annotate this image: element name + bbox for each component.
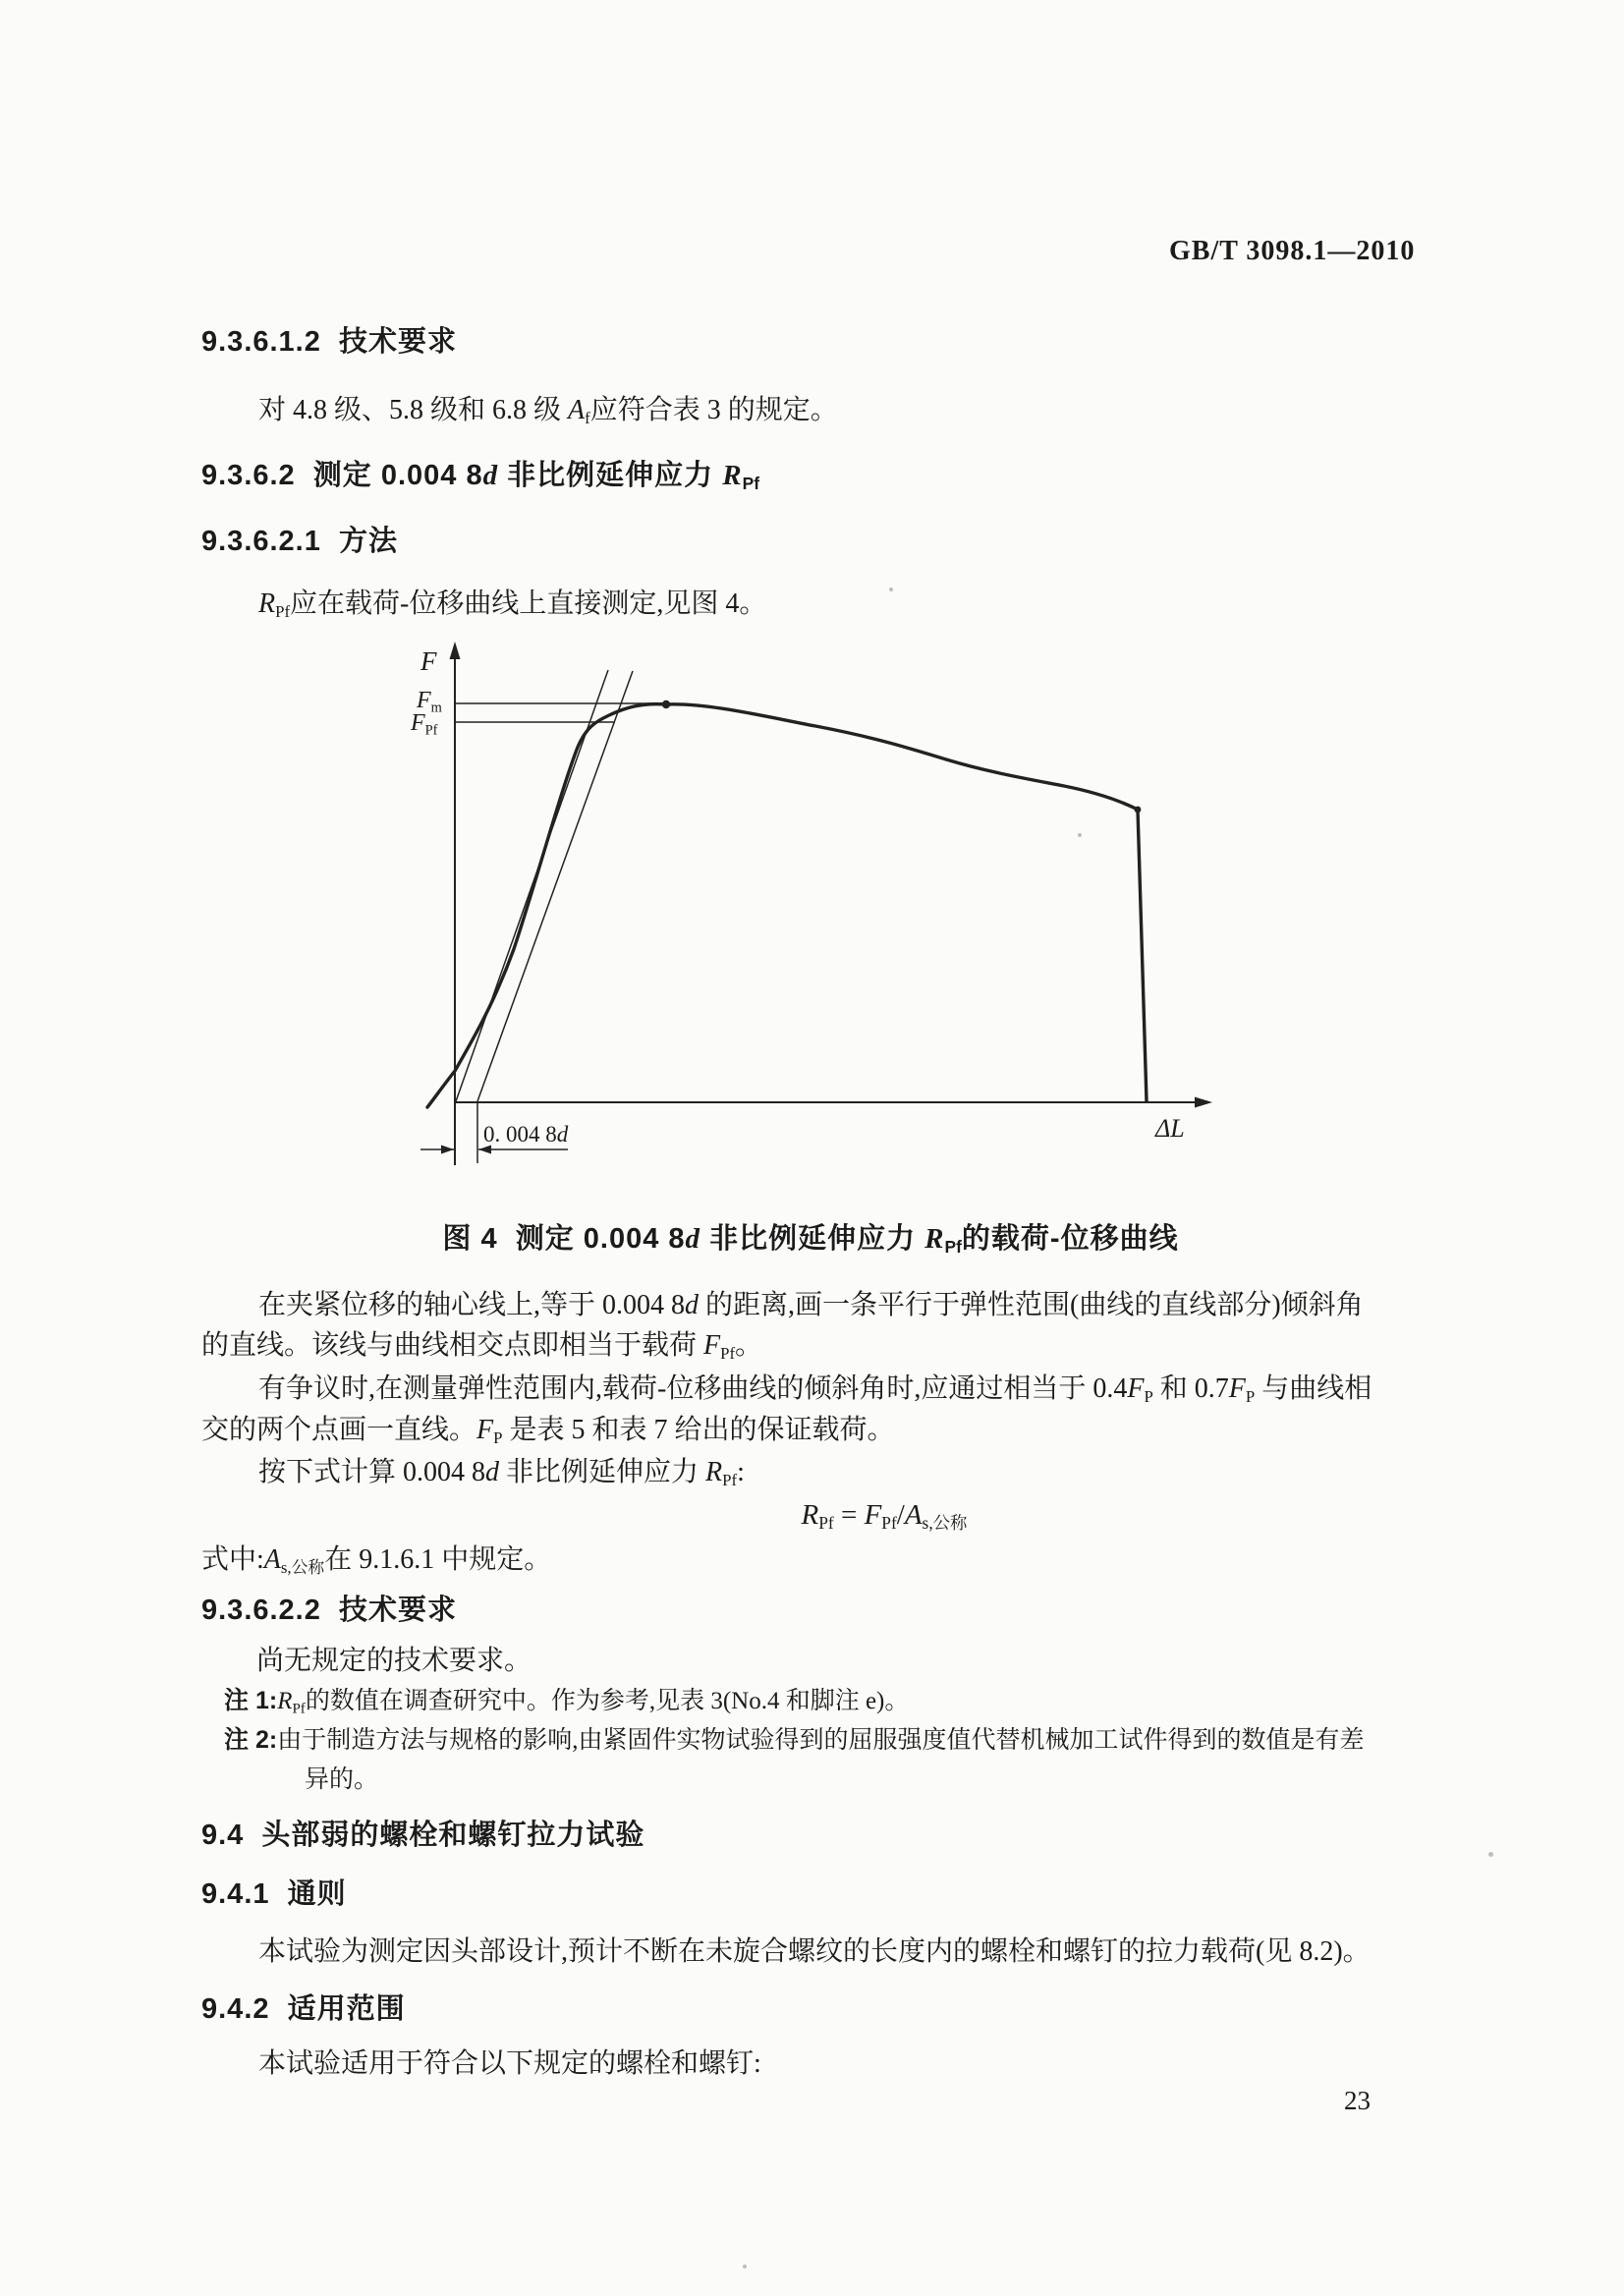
formula-rpf: RPf = FPf/As,公称 xyxy=(801,1499,968,1534)
heading-9-3-6-2: 9.3.6.2 测定 0.004 8d 非比例延伸应力 RPf xyxy=(201,460,759,494)
note-1: 注 1:RPf的数值在调查研究中。作为参考,见表 3(No.4 和脚注 e)。 xyxy=(224,1687,910,1717)
figure-4-caption: 图 4 测定 0.004 8d 非比例延伸应力 RPf的载荷-位移曲线 xyxy=(442,1223,1179,1258)
scan-speckle xyxy=(1488,1852,1493,1857)
paragraph-a3-requirement: 对 4.8 级、5.8 级和 6.8 级 Af应符合表 3 的规定。 xyxy=(258,395,838,428)
paragraph-9-4-2: 本试验适用于符合以下规定的螺栓和螺钉: xyxy=(258,2048,761,2079)
paragraph-formula-intro: 按下式计算 0.004 8d 非比例延伸应力 RPf: xyxy=(258,1457,745,1490)
scan-speckle xyxy=(1078,833,1082,837)
doc-code-header: GB/T 3098.1—2010 xyxy=(1169,236,1416,266)
scan-speckle xyxy=(889,588,893,591)
paragraph-shizhong: 式中:As,公称在 9.1.6.1 中规定。 xyxy=(201,1544,552,1578)
scan-speckle xyxy=(743,2265,747,2268)
heading-9-4: 9.4 头部弱的螺栓和螺钉拉力试验 xyxy=(201,1820,645,1851)
figure-4-load-displacement-curve xyxy=(285,639,1267,1189)
heading-9-4-1: 9.4.1 通则 xyxy=(201,1878,347,1910)
heading-9-4-2: 9.4.2 适用范围 xyxy=(201,1993,406,2025)
paragraph-rpf-measure: RPf应在载荷-位移曲线上直接测定,见图 4。 xyxy=(258,588,767,622)
paragraph-b-line1: 有争议时,在测量弹性范围内,载荷-位移曲线的倾斜角时,应通过相当于 0.4FP 和 0.7FP 与曲线相 xyxy=(258,1373,1372,1407)
paragraph-b-line2: 交的两个点画一直线。FP 是表 5 和表 7 给出的保证载荷。 xyxy=(201,1415,895,1448)
heading-9-3-6-2-2: 9.3.6.2.2 技术要求 xyxy=(201,1595,457,1626)
paragraph-a-line2: 的直线。该线与曲线相交点即相当于载荷 FPf。 xyxy=(201,1330,763,1364)
note-2-line2: 异的。 xyxy=(305,1766,379,1793)
figure-offset-label: 0. 004 8d xyxy=(483,1122,569,1147)
page-number: 23 xyxy=(1344,2086,1371,2115)
paragraph-no-requirement: 尚无规定的技术要求。 xyxy=(256,1646,532,1676)
figure-fpf-label: FPf xyxy=(411,710,438,739)
figure-fm-label: Fm xyxy=(417,688,442,716)
paragraph-9-4-1: 本试验为测定因头部设计,预计不断在未旋合螺纹的长度内的螺栓和螺钉的拉力载荷(见 8.2)。 xyxy=(258,1936,1371,1967)
note-2-line1: 注 2:由于制造方法与规格的影响,由紧固件实物试验得到的屈服强度值代替机械加工试件得到的数值是有差 xyxy=(224,1726,1365,1754)
paragraph-a-line1: 在夹紧位移的轴心线上,等于 0.004 8d 的距离,画一条平行于弹性范围(曲线的直线部分)倾斜角 xyxy=(258,1290,1364,1320)
heading-9-3-6-2-1: 9.3.6.2.1 方法 xyxy=(201,526,398,557)
figure-x-axis-label: ΔL xyxy=(1155,1114,1185,1143)
figure-y-axis-label: F xyxy=(420,646,437,676)
heading-9-3-6-1-2: 9.3.6.1.2 技术要求 xyxy=(201,326,457,358)
